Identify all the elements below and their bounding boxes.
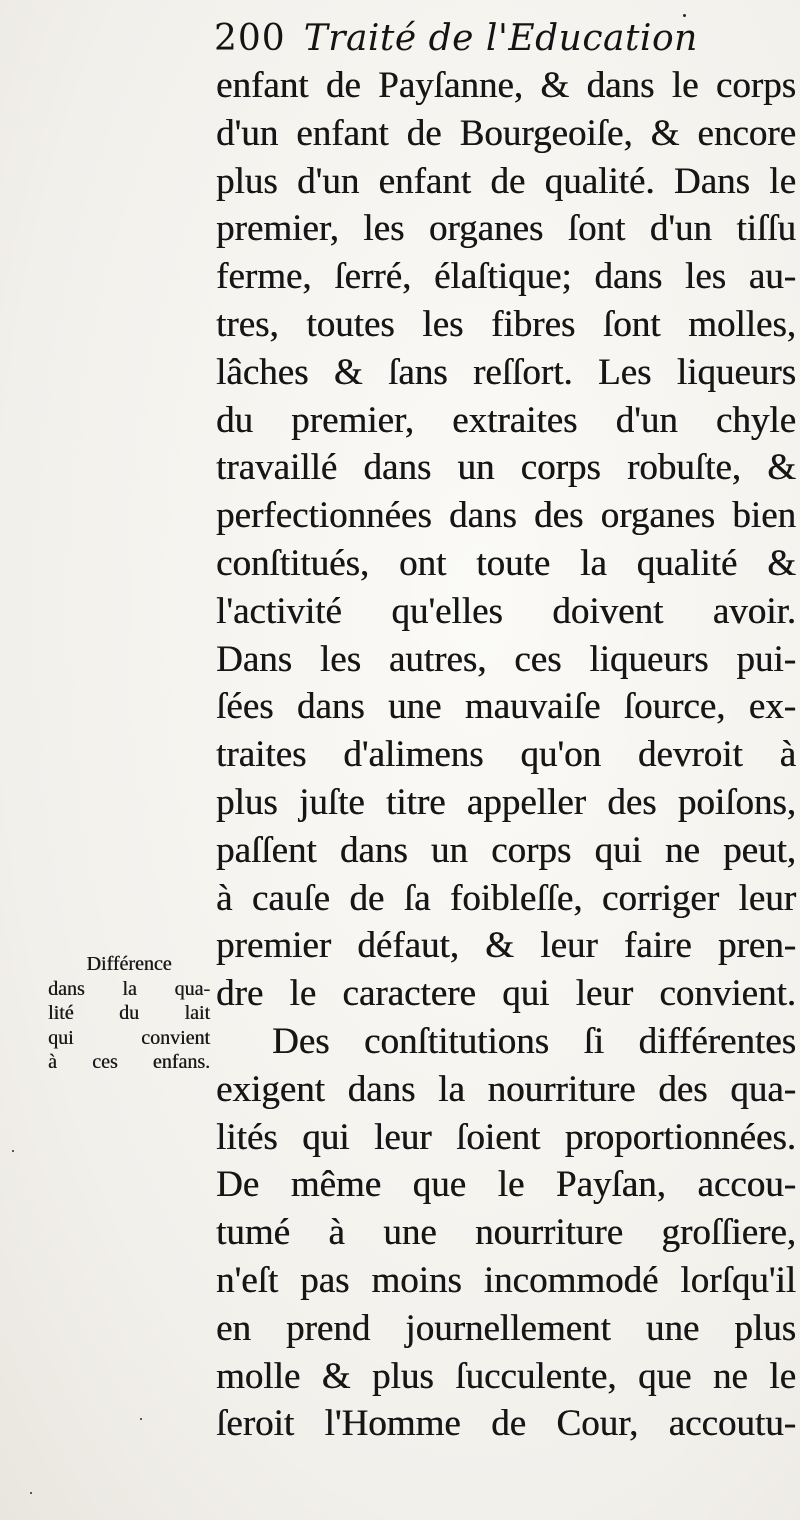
running-head xyxy=(214,18,698,59)
text-line: enfant de Payſanne, & dans le corps xyxy=(216,65,796,106)
paper-speck xyxy=(12,1150,14,1152)
text-line: tumé à une nourriture groſſiere, xyxy=(216,1212,796,1254)
paper-speck xyxy=(140,1418,142,1420)
text-line: traites d'alimens qu'on devroit à xyxy=(216,734,796,776)
text-line: premier défaut, & leur faire pren- xyxy=(216,925,796,967)
body-text xyxy=(216,62,796,1448)
margin-note-line: dans la qua- xyxy=(48,977,210,1000)
text-line: lités qui leur ſoient proportionnées. xyxy=(216,1116,796,1158)
margin-note-line: lité du lait xyxy=(48,1002,210,1024)
text-line: n'eſt pas moins incommodé lorſqu'il xyxy=(216,1259,796,1301)
text-line: molle & plus ſucculente, que ne le xyxy=(216,1355,796,1397)
text-line: ſées dans une mauvaiſe ſource, ex- xyxy=(216,686,796,728)
running-title: Traité de l'Education xyxy=(303,18,698,59)
text-line: l'activité qu'elles doivent avoir. xyxy=(216,590,796,632)
text-line: dre le caractere qui leur convient. xyxy=(216,973,796,1015)
text-line: ferme, ſerré, élaſtique; dans les au- xyxy=(216,256,796,298)
text-line: Dans les autres, ces liqueurs pui- xyxy=(216,638,796,680)
text-line: exigent dans la nourriture des qua- xyxy=(216,1068,796,1110)
paper-speck xyxy=(30,1492,32,1494)
text-line: à cauſe de ſa foibleſſe, corriger leur xyxy=(216,877,796,919)
text-line: De même que le Payſan, accou- xyxy=(216,1164,796,1206)
text-line: en prend journellement une plus xyxy=(216,1307,796,1349)
text-line: plus d'un enfant de qualité. Dans le xyxy=(216,160,796,202)
margin-note-line: à ces enfans. xyxy=(48,1051,210,1073)
text-line: perfectionnées dans des organes bien xyxy=(216,495,796,537)
margin-note xyxy=(48,952,210,1075)
text-line: conſtitués, ont toute la qualité & xyxy=(216,542,796,584)
text-line: ſeroit l'Homme de Cour, accoutu- xyxy=(216,1403,796,1445)
text-line: plus juſte titre appeller des poiſons, xyxy=(216,781,796,823)
margin-note-line: Différence xyxy=(86,953,172,975)
paper-speck xyxy=(683,14,686,17)
text-line: Des conſtitutions ſi différentes xyxy=(272,1020,796,1062)
text-line: lâches & ſans reſſort. Les liqueurs xyxy=(216,351,796,393)
margin-note-line: qui convient xyxy=(48,1026,210,1049)
text-line: du premier, extraites d'un chyle xyxy=(216,399,796,441)
text-line: premier, les organes ſont d'un tiſſu xyxy=(216,208,796,250)
text-line: tres, toutes les fibres ſont molles, xyxy=(216,303,796,345)
text-line: paſſent dans un corps qui ne peut, xyxy=(216,829,796,871)
page-number: 200 xyxy=(214,18,286,59)
text-line: d'un enfant de Bourgeoiſe, & encore xyxy=(216,112,796,154)
text-line: travaillé dans un corps robuſte, & xyxy=(216,447,796,489)
